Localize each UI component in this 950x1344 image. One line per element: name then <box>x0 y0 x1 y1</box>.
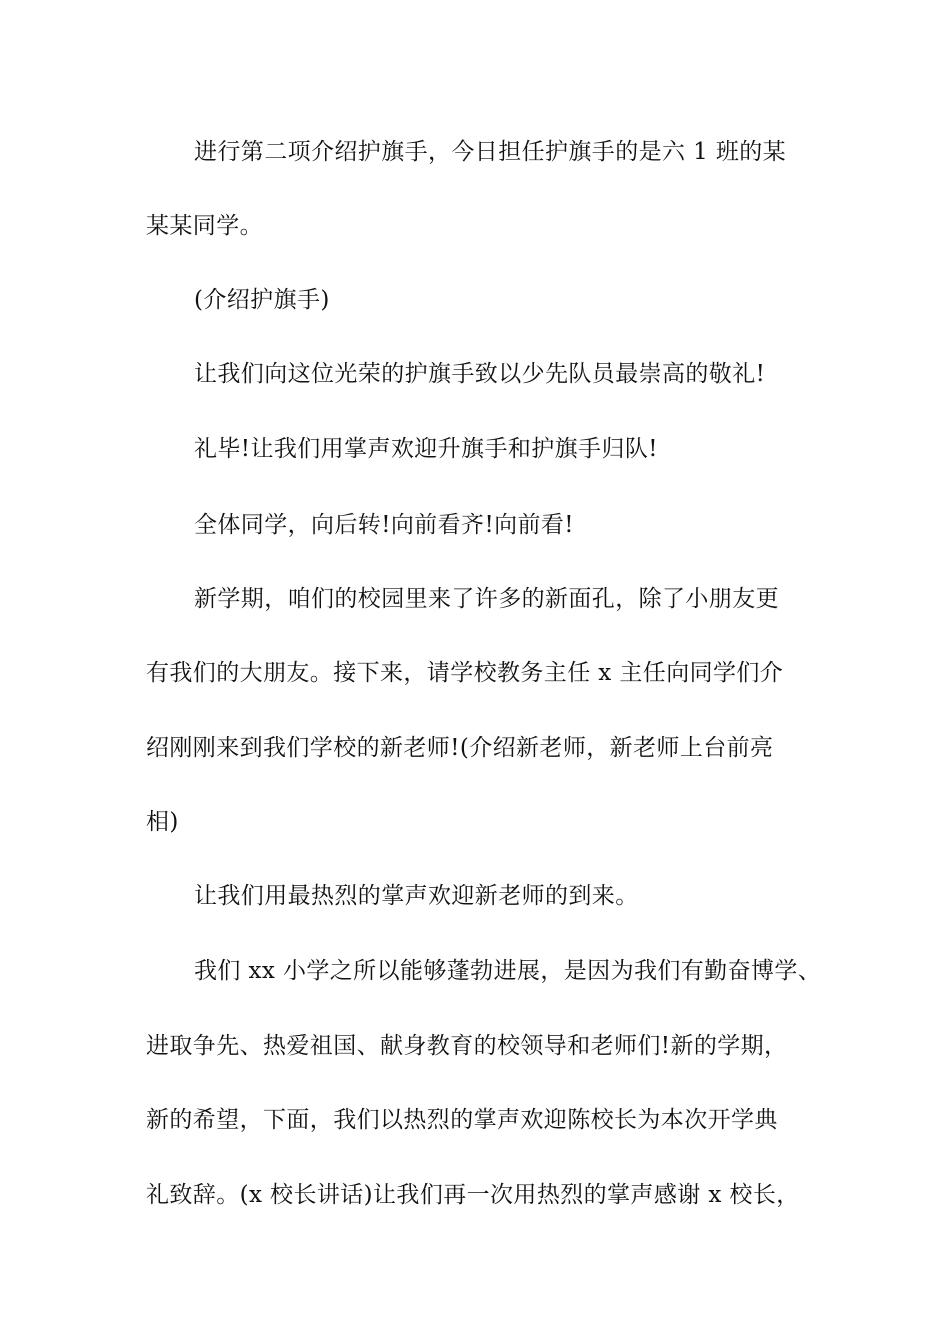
paragraph-line: 让我们向这位光荣的护旗手致以少先队员最崇高的敬礼! <box>194 361 766 387</box>
paragraph-line: 礼致辞。(x 校长讲话)让我们再一次用热烈的掌声感谢 x 校长， <box>146 1182 800 1208</box>
paragraph-line: 进取争先、热爱祖国、献身教育的校领导和老师们!新的学期， <box>146 1033 788 1059</box>
paragraph-line: 有我们的大朋友。接下来，请学校教务主任 x 主任向同学们介 <box>146 660 784 686</box>
paragraph-line: 绍刚刚来到我们学校的新老师!(介绍新老师，新老师上台前亮 <box>146 735 774 761</box>
paragraph-line: 相) <box>146 809 179 835</box>
paragraph-line: (介绍护旗手) <box>194 287 330 313</box>
paragraph-line: 新学期，咱们的校园里来了许多的新面孔，除了小朋友更 <box>194 586 779 612</box>
paragraph-line: 礼毕!让我们用掌声欢迎升旗手和护旗手归队! <box>194 436 658 462</box>
paragraph-line: 某某同学。 <box>146 213 263 239</box>
paragraph-line: 全体同学，向后转!向前看齐!向前看! <box>194 512 574 538</box>
paragraph-line: 我们 xx 小学之所以能够蓬勃进展，是因为我们有勤奋博学、 <box>194 958 822 984</box>
paragraph-line: 让我们用最热烈的掌声欢迎新老师的到来。 <box>194 883 639 909</box>
paragraph-line: 新的希望，下面，我们以热烈的掌声欢迎陈校长为本次开学典 <box>146 1107 778 1133</box>
paragraph-line: 进行第二项介绍护旗手，今日担任护旗手的是六 1 班的某 <box>194 139 787 165</box>
